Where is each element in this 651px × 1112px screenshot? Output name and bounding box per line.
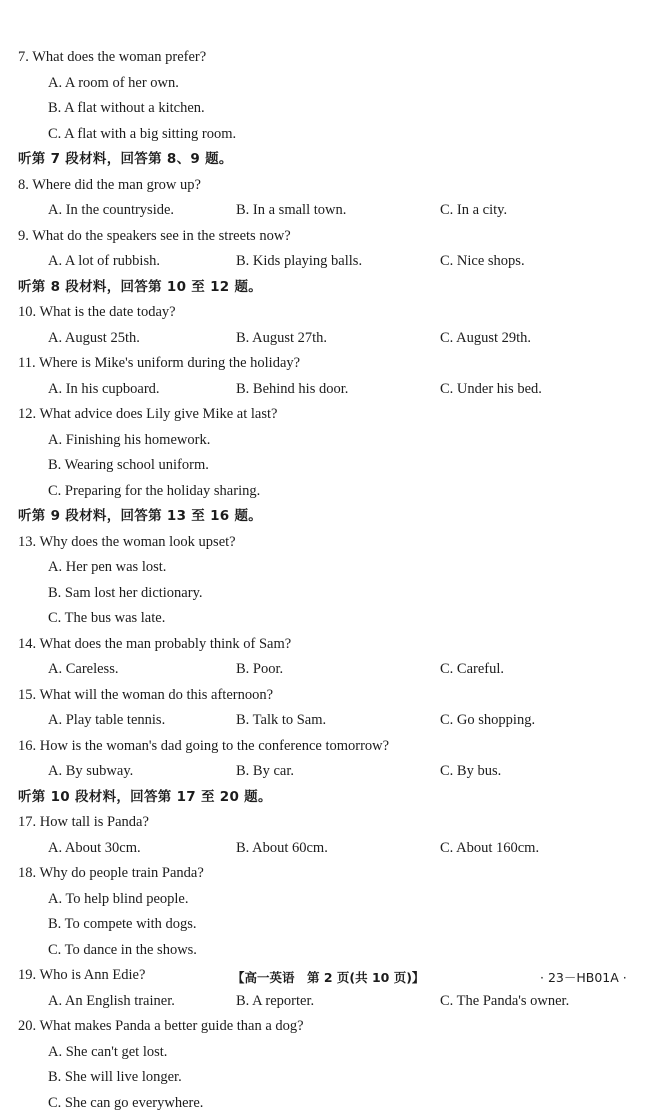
answer-option: C. Nice shops.	[440, 253, 525, 269]
answer-option: A. A room of her own.	[48, 74, 179, 91]
section-instruction: 听第 9 段材料，回答第 13 至 16 题。	[18, 508, 263, 524]
question-stem: 9. What do the speakers see in the streets now?	[18, 227, 291, 244]
question-stem: 12. What advice does Lily give Mike at last?	[18, 406, 278, 422]
answer-option: C. Preparing for the holiday sharing.	[48, 482, 261, 499]
answer-option: A. Her pen was lost.	[48, 559, 167, 575]
answer-option: A. In the countryside.	[48, 202, 175, 218]
question-stem: 20. What makes Panda a better guide than a dog?	[18, 1018, 304, 1034]
answer-option: B. She will live longer.	[48, 1069, 182, 1085]
answer-option: C. About 160cm.	[440, 839, 540, 856]
answer-option: B. Talk to Sam.	[236, 712, 327, 728]
answer-option: B. Poor.	[236, 661, 284, 677]
answer-option: A. Play table tennis.	[48, 712, 166, 728]
answer-option: A. Careless.	[48, 661, 119, 677]
question-stem: 19. Who is Ann Edie?	[18, 967, 146, 983]
question-stem: 10. What is the date today?	[18, 304, 176, 320]
question-stem: 8. Where did the man grow up?	[18, 176, 201, 193]
page-footer-title: 【高一英语 第 2 页(共 10 页)】	[232, 970, 425, 985]
answer-option: A. To help blind people.	[48, 890, 189, 907]
question-stem: 16. How is the woman's dad going to the conference tomorrow?	[18, 737, 390, 754]
answer-option: C. A flat with a big sitting room.	[48, 125, 237, 142]
answer-option: B. Kids playing balls.	[236, 253, 363, 269]
answer-option: B. About 60cm.	[236, 839, 328, 856]
section-instruction: 听第 8 段材料，回答第 10 至 12 题。	[18, 278, 263, 295]
answer-option: A. About 30cm.	[48, 839, 141, 856]
answer-option: B. Behind his door.	[236, 380, 349, 397]
answer-option: C. August 29th.	[440, 329, 532, 346]
answer-option: A. In his cupboard.	[48, 380, 160, 397]
answer-option: B. To compete with dogs.	[48, 916, 197, 932]
question-stem: 7. What does the woman prefer?	[18, 49, 207, 65]
answer-option: A. A lot of rubbish.	[48, 253, 160, 269]
answer-option: C. She can go everywhere.	[48, 1094, 204, 1111]
answer-option: A. August 25th.	[48, 329, 140, 346]
answer-option: B. By car.	[236, 763, 294, 779]
answer-option: C. Careful.	[440, 661, 505, 677]
answer-option: A. An English trainer.	[48, 992, 175, 1009]
answer-option: C. The bus was late.	[48, 610, 166, 626]
question-stem: 18. Why do people train Panda?	[18, 865, 204, 881]
question-stem: 13. Why does the woman look upset?	[18, 533, 236, 550]
question-stem: 15. What will the woman do this afternoon?	[18, 686, 274, 703]
section-instruction: 听第 10 段材料，回答第 17 至 20 题。	[18, 788, 272, 805]
answer-option: B. Sam lost her dictionary.	[48, 584, 203, 601]
answer-option: B. A flat without a kitchen.	[48, 100, 205, 116]
question-stem: 17. How tall is Panda?	[18, 814, 149, 830]
answer-option: A. She can't get lost.	[48, 1043, 168, 1060]
answer-option: B. A reporter.	[236, 992, 315, 1009]
answer-option: C. In a city.	[440, 202, 508, 218]
answer-option: B. August 27th.	[236, 329, 328, 346]
answer-option: C. Go shopping.	[440, 712, 536, 728]
answer-option: C. By bus.	[440, 763, 502, 779]
question-stem: 11. Where is Mike's uniform during the holiday?	[18, 355, 301, 371]
answer-option: C. The Panda's owner.	[440, 992, 570, 1009]
section-instruction: 听第 7 段材料，回答第 8、9 题。	[18, 151, 233, 167]
answer-option: A. By subway.	[48, 763, 134, 779]
answer-option: B. Wearing school uniform.	[48, 457, 209, 473]
answer-option: A. Finishing his homework.	[48, 431, 211, 448]
answer-option: C. To dance in the shows.	[48, 941, 197, 958]
question-stem: 14. What does the man probably think of Sam?	[18, 635, 292, 652]
page-footer-code: · 23－HB01A ·	[540, 970, 627, 985]
answer-option: C. Under his bed.	[440, 380, 542, 397]
answer-option: B. In a small town.	[236, 202, 347, 218]
